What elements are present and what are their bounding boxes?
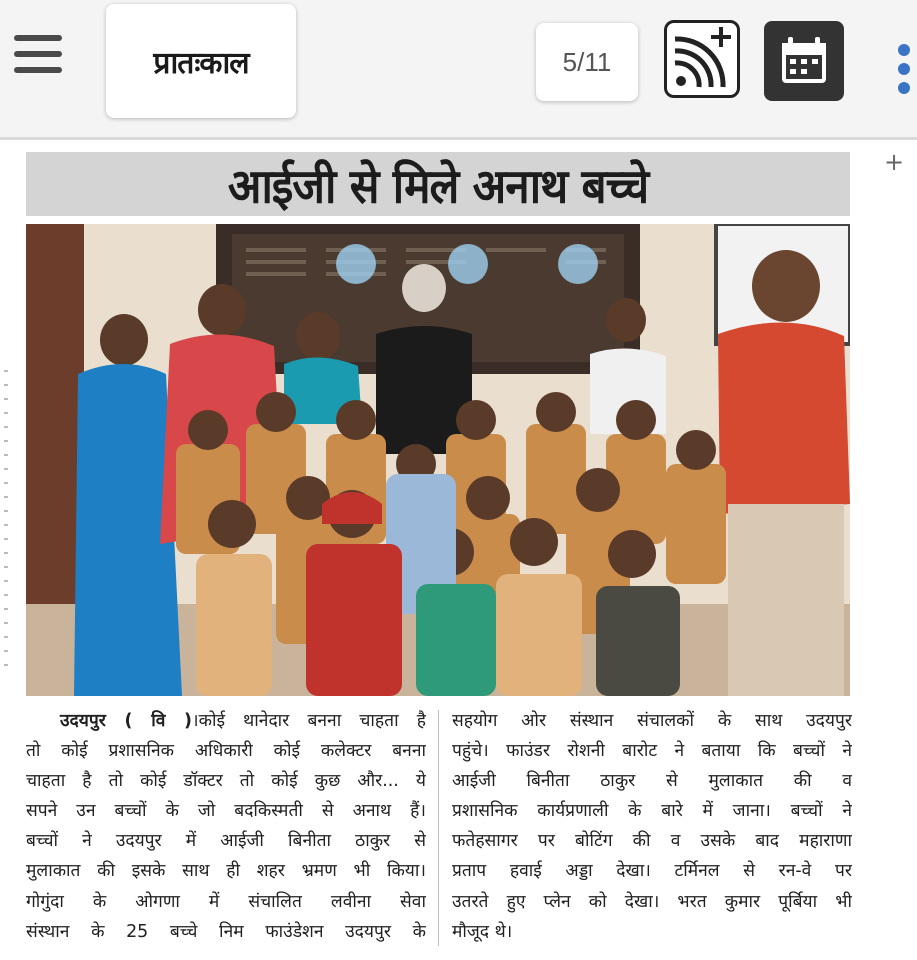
article-line: मौजूद थे।: [452, 921, 513, 942]
headline-band: [26, 152, 850, 216]
column-divider: [438, 710, 439, 946]
article-line: आईजी बिनीता ठाकुर से मुलाकात की व: [452, 771, 852, 792]
masthead-logo[interactable]: [106, 4, 296, 118]
article-headline: आईजी से मिले अनाथ बच्चे: [227, 159, 649, 215]
calendar-button[interactable]: [764, 21, 844, 101]
group-photo-image: [26, 224, 850, 696]
article-line: मुलाकात की इसके साथ ही शहर भ्रमण भी किया।: [26, 861, 426, 882]
article-line: गोगुंदा के ओगणा में संचालित लवीना सेवा: [26, 891, 426, 912]
article-line-text: ।कोई थानेदार बनना चाहता है: [192, 711, 426, 731]
article-line: सपने उन बच्चों के जो बदकिस्मती से अनाथ हैं।: [26, 801, 426, 822]
hamburger-menu-icon[interactable]: [14, 35, 62, 75]
page-indicator[interactable]: 5/11: [536, 23, 638, 101]
article-line: बच्चों ने उदयपुर में आईजी बिनीता ठाकुर से: [26, 831, 426, 852]
masthead-logo-text: प्रातःकाल: [153, 45, 249, 81]
article-line: चाहता है तो कोई डॉक्टर तो कोई कुछ और... ये: [26, 771, 426, 792]
article-body: [26, 706, 852, 956]
toolbar-divider: [0, 137, 917, 140]
kebab-menu-icon[interactable]: [896, 44, 912, 94]
article-line: [26, 706, 426, 736]
calendar-icon: [764, 21, 844, 101]
page-margin-marks: [4, 370, 8, 670]
article-line: प्रशासनिक कार्यप्रणाली के बारे में जाना। बच्चों ने: [452, 801, 852, 822]
top-toolbar: [0, 0, 917, 138]
article-line: पहुंचे। फाउंडर रोशनी बारोट ने बताया कि बच्चों ने: [452, 741, 852, 762]
article-line: फतेहसागर पर बोटिंग की व उसके बाद महाराणा: [452, 831, 852, 852]
article-column-left: [26, 706, 426, 947]
article-line: सहयोग ओर संस्थान संचालकों के साथ उदयपुर: [452, 711, 852, 731]
article-line: तो कोई प्रशासनिक अधिकारी कोई कलेक्टर बनना: [26, 741, 426, 762]
rss-add-button[interactable]: [664, 20, 740, 98]
article-dateline: उदयपुर ( वि ): [60, 711, 193, 731]
article-column-right: [452, 706, 852, 947]
article-line: संस्थान के 25 बच्चे निम फाउंडेशन उदयपुर के: [26, 921, 426, 942]
article-line: प्रताप हवाई अड्डा देखा। टर्मिनल से रन-वे पर: [452, 861, 852, 882]
rss-add-icon: [667, 23, 737, 95]
plus-icon[interactable]: +: [884, 148, 905, 176]
article-line: उतरते हुए प्लेन को देखा। भरत कुमार पूर्बिया भी: [452, 891, 852, 912]
article-photo[interactable]: [26, 224, 850, 696]
